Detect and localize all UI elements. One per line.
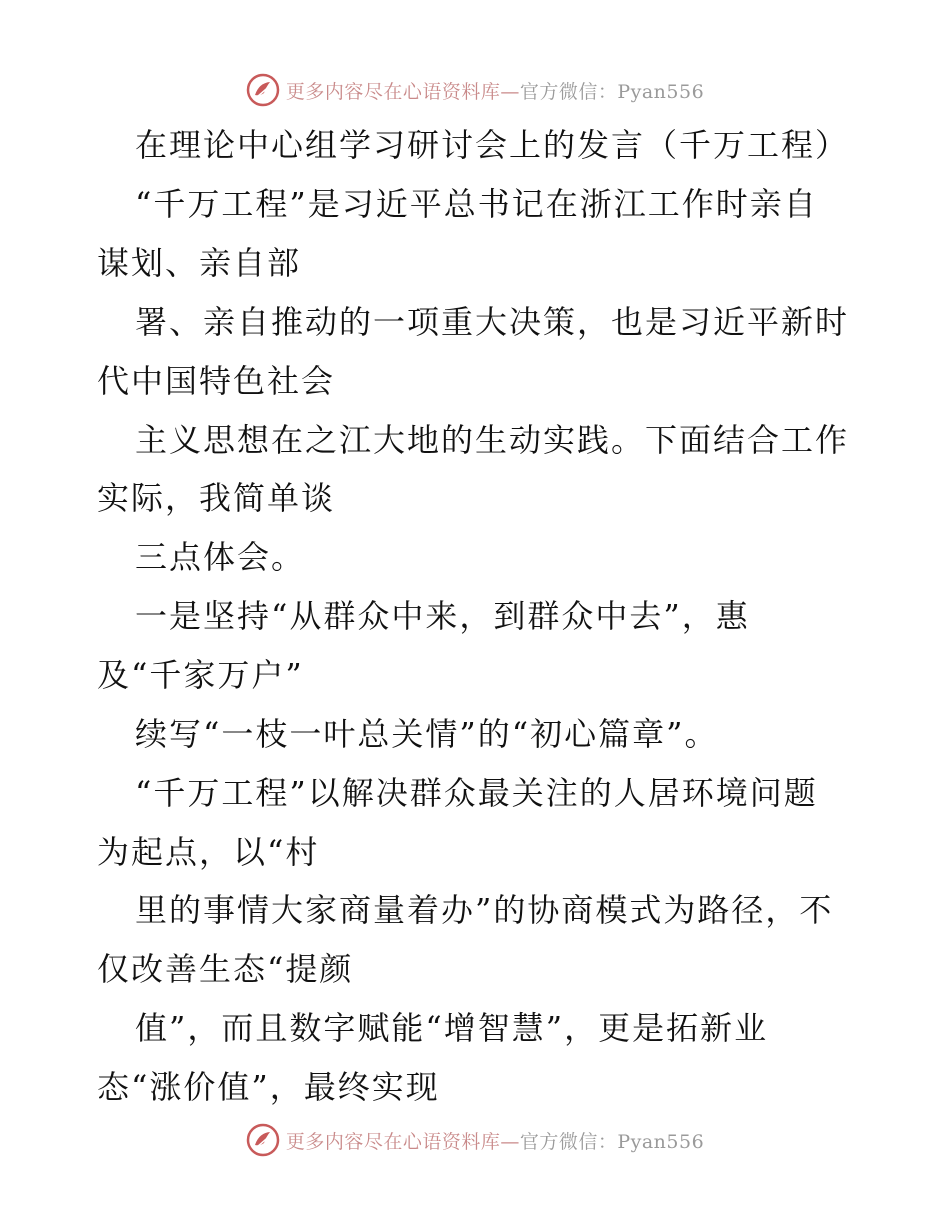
watermark-dash: — — [500, 80, 520, 103]
paragraph-line: 主义思想在之江大地的生动实践。下面结合工作 — [135, 421, 850, 459]
library-logo-icon — [246, 73, 280, 107]
watermark-wechat: 官方微信：Pyan556 — [519, 80, 705, 103]
paragraph-line: 态“涨价值”，最终实现 — [97, 1068, 440, 1106]
watermark-banner-top-inner — [246, 73, 704, 107]
watermark-text-top — [286, 77, 704, 104]
paragraph-line: 三点体会。 — [135, 538, 306, 576]
paragraph-line: 值”，而且数字赋能“增智慧”，更是拓新业 — [135, 1009, 769, 1047]
library-logo-icon — [246, 1123, 280, 1157]
paragraph-line: 实际，我简单谈 — [97, 479, 336, 517]
paragraph-line: 一是坚持“从群众中来，到群众中去”，惠 — [135, 597, 750, 635]
paragraph-line: 署、亲自推动的一项重大决策，也是习近平新时 — [135, 303, 850, 341]
watermark-banner-bottom-inner — [246, 1123, 704, 1157]
paragraph-line: 续写“一枝一叶总关情”的“初心篇章”。 — [135, 715, 719, 753]
watermark-banner-bottom — [0, 1120, 950, 1160]
paragraph-line: 里的事情大家商量着办”的协商模式为路径，不 — [135, 891, 834, 929]
watermark-text-bottom — [286, 1127, 704, 1154]
paragraph-line: 谋划、亲自部 — [97, 244, 302, 282]
paragraph-line: “千万工程”以解决群众最关注的人居环境问题 — [135, 774, 818, 812]
paragraph-line: 及“千家万户” — [97, 656, 304, 694]
document-title: 在理论中心组学习研讨会上的发言（千万工程） — [135, 126, 850, 164]
paragraph-line: 仅改善生态“提颜 — [97, 950, 354, 988]
paragraph-line: 代中国特色社会 — [97, 362, 336, 400]
watermark-dash: — — [500, 1130, 520, 1153]
watermark-banner-top — [0, 70, 950, 110]
paragraph-line: 为起点，以“村 — [97, 833, 320, 871]
watermark-brand: 更多内容尽在心语资料库 — [285, 1130, 501, 1153]
watermark-brand: 更多内容尽在心语资料库 — [285, 80, 501, 103]
watermark-wechat: 官方微信：Pyan556 — [519, 1130, 705, 1153]
paragraph-line: “千万工程”是习近平总书记在浙江工作时亲自 — [135, 185, 818, 223]
